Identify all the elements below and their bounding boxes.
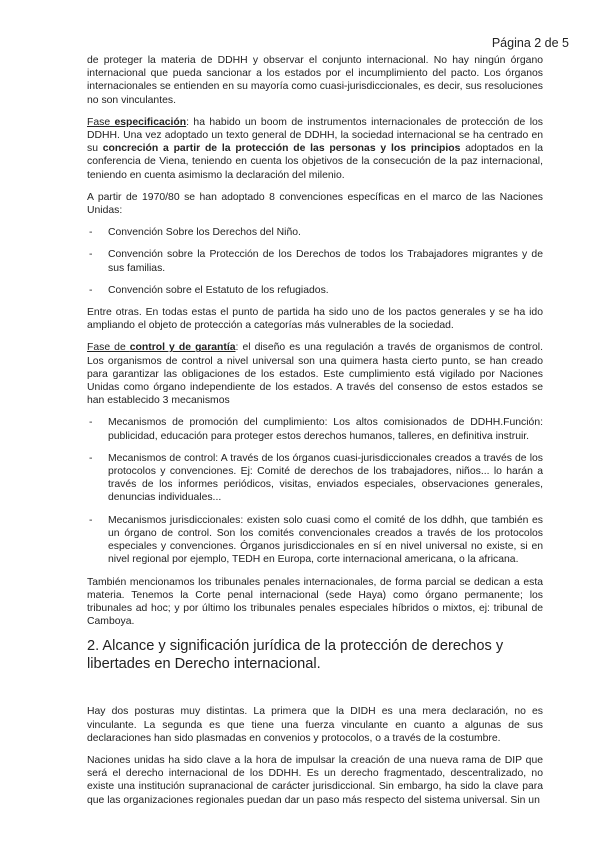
list-item: - Mecanismos de control: A través de los órganos cuasi-jurisdiccionales creados a través de los protocolos y convenciones. Ej: Comité de derechos de los trabajadores, niños... lo harán a través de los informes periódicos, visitas, enviados especiales, observaciones generales, denuncias individuales... (87, 452, 543, 505)
paragraph-naciones-unidas: Naciones unidas ha sido clave a la hora de impulsar la creación de una nueva rama de DIP que será el derecho internacional de los DDHH. Es un derecho fragmentado, descentralizado, no existe una institución supranacional de carácter jurisdiccional. Sin embargo, ha sido la clave para que las organizaciones regionales puedan dar un paso más respecto del sistema universal. Sin un (87, 754, 543, 806)
conventions-list (87, 226, 543, 297)
list-item: - Convención sobre el Estatuto de los refugiados. (87, 284, 543, 297)
paragraph-convenciones-intro: A partir de 1970/80 se han adoptado 8 convenciones específicas en el marco de las Naciones Unidas: (87, 191, 543, 217)
list-item: - Mecanismos de promoción del cumplimiento: Los altos comisionados de DDHH.Función: publicidad, educación para proteger estos derechos humanos, talleres, en definitiva instruir. (87, 416, 543, 442)
page-number-label: Página 2 de 5 (491, 36, 569, 50)
paragraph-posturas: Hay dos posturas muy distintas. La primera que la DIDH es una mera declaración, no es vinculante. La segunda es que tiene una fuerza vinculante en cuanto a algunas de sus declaraciones han sido plasmadas en convenios y protocolos, o a través de la costumbre. (87, 706, 543, 744)
phase-label: Fase especificación (87, 116, 187, 128)
paragraph-intro: de proteger la materia de DDHH y observar el conjunto internacional. No hay ningún órgano internacional que pueda sancionar a los estados por el incumplimiento del pacto. Los órganos internacionales se entienden en su mayoría como cuasi-jurisdiccionales, es decir, sus resoluciones no son vinculantes. (87, 55, 543, 106)
document-body (87, 54, 543, 816)
phase-label: Fase de control y de garantía (87, 342, 236, 354)
paragraph-tribunales: También mencionamos los tribunales penales internacionales, de forma parcial se dedican a esta materia. Tenemos la Corte penal internacional (sede Haya) como órgano permanente; los tribunales ad hoc; y por último los tribunales penales especiales híbridos o mixtos, ej: tribunal de Camboya. (87, 576, 543, 628)
section-heading: 2. Alcance y significación jurídica de la protección de derechos y libertades en Derecho internacional. (87, 638, 504, 673)
emphasis-text: concreción a partir de la protección de las personas y los principios (102, 143, 461, 155)
paragraph-fase-especificacion: Fase especificación: ha habido un boom de instrumentos internacionales de protección de los DDHH. Una vez adoptado un texto general de DDHH, la sociedad internacional se ha centrado en su concreción a partir de la protección de las personas y los principios adoptados en la conferencia de Viena, teniendo en cuenta los objetivos de la consecución de la paz internacional, teniendo en cuenta asimismo la declaración del milenio. (87, 116, 543, 181)
list-item: - Mecanismos jurisdiccionales: existen solo cuasi como el comité de los ddhh, que también es un órgano de control. Son los comités convencionales creados a través de los protocolos especiales y convenciones. Órganos jurisdiccionales en sí en nivel universal no existe, si en nivel regional por ejemplo, TEDH en Europa, corte internacional americana, o la africana. (87, 514, 543, 567)
paragraph-entre-otras: Entre otras. En todas estas el punto de partida ha sido uno de los pactos generales y se ha ido ampliando el objeto de protección a categorías más vulnerables de la sociedad. (87, 307, 543, 332)
paragraph-fase-control: Fase de control y de garantía: el diseño es una regulación a través de organismos de control. Los organismos de control a nivel universal son una quimera hasta cierto punto, se han creado para garantizar las obligaciones de los estados. Este cumplimiento está vigilado por Naciones Unidas como órgano independiente de los estados. A través del consenso de estos estados se han establecido 3 mecanismos (87, 342, 543, 407)
list-item: - Convención Sobre los Derechos del Niño. (87, 226, 543, 239)
mechanisms-list (87, 416, 543, 566)
list-item: - Convención sobre la Protección de los Derechos de todos los Trabajadores migrantes y de sus familias. (87, 248, 543, 274)
